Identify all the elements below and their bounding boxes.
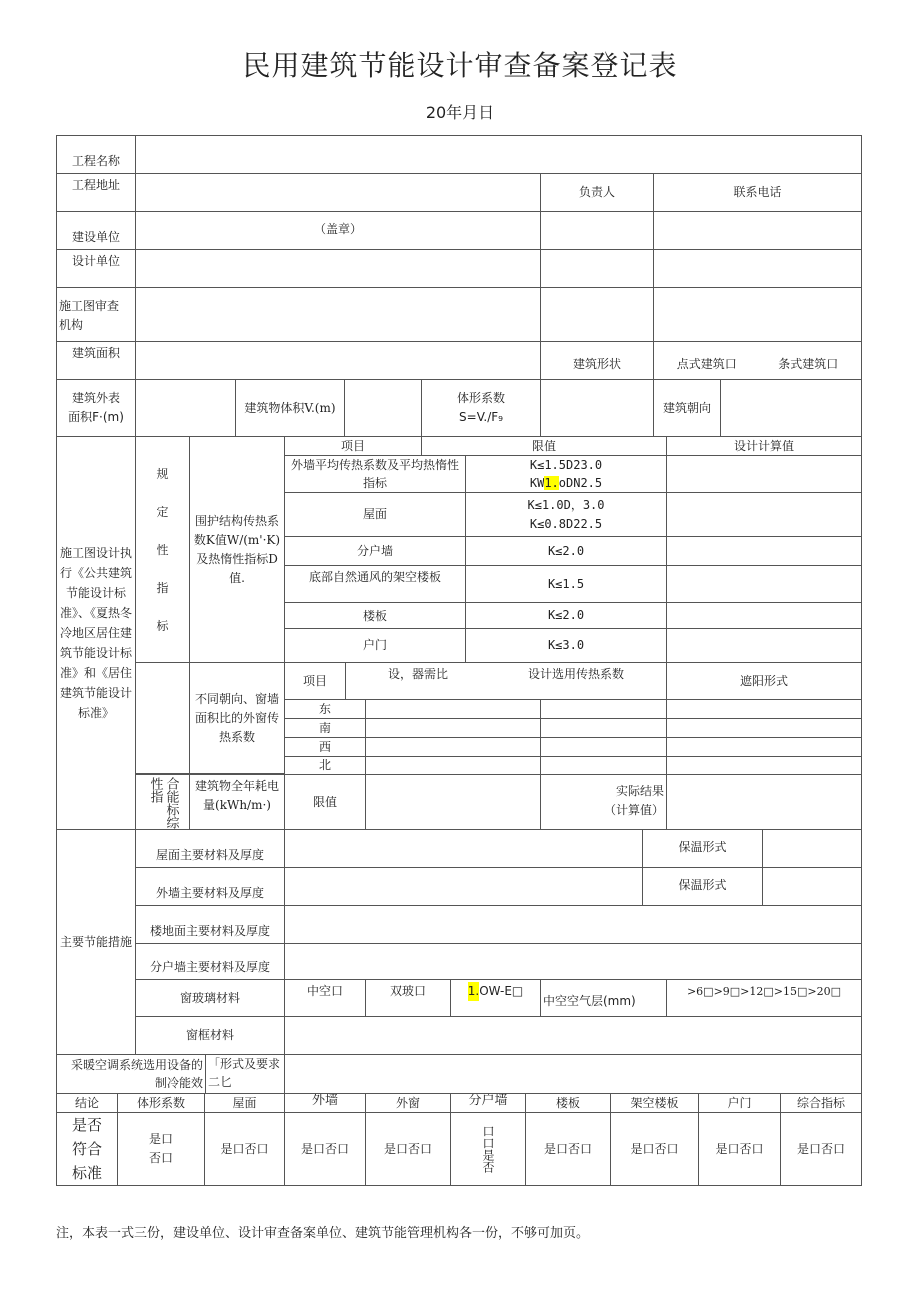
- partition-material-field[interactable]: [284, 943, 862, 980]
- partition-text: 是否: [481, 1149, 495, 1173]
- energy-limit-label: 限值: [284, 774, 366, 830]
- floor-material-label: 楼地面主要材料及厚度: [135, 905, 285, 944]
- roof-material-label: 屋面主要材料及厚度: [135, 829, 285, 868]
- conclusion-header: 楼板: [525, 1093, 611, 1113]
- actual-result-label: [540, 774, 667, 830]
- frame-material-field[interactable]: [284, 1016, 862, 1055]
- floor-material-field[interactable]: [284, 905, 862, 944]
- envelope-label: 围护结构传热系数K值W/(m'·K)及热惰性指标D值.: [189, 436, 285, 663]
- project-name-field[interactable]: [135, 135, 862, 174]
- shape-point-checkbox[interactable]: 点式建筑口: [676, 357, 737, 371]
- conclusion-header: 外墙: [284, 1093, 366, 1113]
- shape-coef-formula: S=V./F₉: [459, 410, 503, 424]
- actual-result-field[interactable]: [666, 774, 862, 830]
- conclusion-header: 体形系数: [117, 1093, 205, 1113]
- north-shade-field[interactable]: [666, 756, 862, 775]
- window-header-coef: 设计选用传热系数: [527, 667, 624, 681]
- footer-note: 注，本表一式三份，建设单位、设计审查备案单位、建筑节能管理机构各一份，不够可加页。: [56, 1226, 590, 1241]
- hvac-label-line1: 采暖空调系统选用设备的: [70, 1058, 203, 1072]
- performance-label-b: 合能标综: [163, 777, 179, 829]
- designer-label: 设计单位: [56, 249, 136, 288]
- west-ratio-field[interactable]: [365, 737, 541, 757]
- shape-coef-label: [421, 379, 541, 437]
- highlighted-text: 1.: [544, 476, 559, 490]
- area-field[interactable]: [135, 341, 541, 380]
- window-coef-label: 不同朝向、窗墙面积比的外窗传热系数: [189, 662, 285, 774]
- wall-material-label: 外墙主要材料及厚度: [135, 867, 285, 906]
- partition-material-label: 分户墙主要材料及厚度: [135, 943, 285, 980]
- limit-line: K≤1.0D，3.0: [527, 497, 605, 512]
- window-header-ratio: 设，器需比: [387, 667, 448, 681]
- envelope-calc-roof[interactable]: [666, 492, 862, 537]
- volume-field[interactable]: [344, 379, 422, 437]
- actual-result-line1: 实际结果: [615, 784, 664, 798]
- window-conclusion-checkbox[interactable]: 是口否口: [365, 1112, 451, 1186]
- project-address-field[interactable]: [135, 173, 541, 212]
- roof-material-field[interactable]: [284, 829, 643, 868]
- envelope-item-door: 户门: [284, 628, 466, 663]
- limit-line: K≤0.8D22.5: [529, 516, 603, 531]
- measures-label: 主要节能措施: [56, 829, 136, 1055]
- south-ratio-field[interactable]: [365, 718, 541, 738]
- partition-boxes: 口口: [481, 1125, 495, 1149]
- south-shade-field[interactable]: [666, 718, 862, 738]
- limit-part: KW: [529, 476, 545, 490]
- review-responsible-field[interactable]: [540, 287, 654, 342]
- hvac-form-label: [205, 1054, 285, 1094]
- conclusion-header: 外窗: [365, 1093, 451, 1113]
- envelope-calc-door[interactable]: [666, 628, 862, 663]
- energy-limit-field[interactable]: [365, 774, 541, 830]
- area-label: 建筑面积: [56, 341, 136, 380]
- wall-conclusion-checkbox[interactable]: 是口否口: [284, 1112, 366, 1186]
- glass-hollow-checkbox[interactable]: 中空口: [284, 979, 366, 1017]
- north-coef-field[interactable]: [540, 756, 667, 775]
- conclusion-header: 综合指标: [780, 1093, 862, 1113]
- window-header-ratio-coef: [345, 662, 667, 700]
- glass-lowe-text: OW-E□: [479, 984, 524, 998]
- envelope-header-calc: 设计计算值: [666, 436, 862, 456]
- performance-label-a: 性指: [147, 777, 163, 803]
- envelope-limit-door: K≤3.0: [465, 628, 667, 663]
- conclusion-header: 架空楼板: [610, 1093, 699, 1113]
- prescriptive-char: 性: [156, 542, 169, 557]
- envelope-item-stilt-floor: 底部自然通风的架空楼板: [284, 565, 466, 603]
- envelope-limit-floor: K≤2.0: [465, 602, 667, 629]
- conclusion-row-label: [56, 1112, 118, 1186]
- performance-label: [135, 774, 190, 830]
- conclusion-header: 屋面: [204, 1093, 285, 1113]
- glass-lowe-checkbox[interactable]: [450, 979, 541, 1017]
- envelope-header-item: 项目: [284, 436, 422, 456]
- prescriptive-char: 规: [156, 466, 169, 481]
- prescriptive-cont: [135, 662, 190, 774]
- east-coef-field[interactable]: [540, 699, 667, 719]
- north-ratio-field[interactable]: [365, 756, 541, 775]
- energy-label: 建筑物全年耗电量(kWh/m·): [189, 774, 285, 830]
- shape-coef-field[interactable]: [540, 379, 654, 437]
- project-address-label: 工程地址: [56, 173, 136, 212]
- shape-strip-checkbox[interactable]: 条式建筑口: [778, 357, 839, 371]
- design-standard-label: 施工图设计执行《公共建筑节能设计标准》、《夏热冬冷地区居住建筑节能设计标准》和《居住建筑节能设计标准》: [56, 436, 136, 830]
- surface-area-label-line1: 建筑外表: [71, 391, 120, 405]
- designer-phone-field[interactable]: [653, 249, 862, 288]
- east-shade-field[interactable]: [666, 699, 862, 719]
- orientation-west: 西: [284, 737, 366, 757]
- wall-material-field[interactable]: [284, 867, 643, 906]
- orientation-east: 东: [284, 699, 366, 719]
- wall-insulation-label: 保温形式: [642, 867, 763, 906]
- envelope-item-floor: 楼板: [284, 602, 466, 629]
- hvac-label: [56, 1054, 206, 1094]
- row-label-line: 是否: [71, 1116, 102, 1134]
- hvac-field[interactable]: [284, 1054, 862, 1094]
- roof-conclusion-checkbox[interactable]: 是口否口: [204, 1112, 285, 1186]
- form-date: 20年月日: [425, 103, 495, 122]
- review-org-label: [56, 287, 136, 342]
- builder-responsible-field[interactable]: [540, 211, 654, 250]
- prescriptive-char: 标: [156, 618, 169, 633]
- row-label-line: 标准: [71, 1164, 102, 1182]
- envelope-calc-stilt-floor[interactable]: [666, 565, 862, 603]
- yes-checkbox[interactable]: 是口: [148, 1132, 173, 1146]
- review-org-label-line2: 机构: [59, 317, 84, 332]
- seal-note: （盖章）: [313, 222, 362, 236]
- builder-label: 建设单位: [56, 211, 136, 250]
- surface-area-label-line2: 面积F·(m): [68, 410, 124, 424]
- conclusion-header: 户门: [698, 1093, 781, 1113]
- prescriptive-label: [135, 436, 190, 663]
- air-layer-options[interactable]: >6□>9□>12□>15□>20□: [666, 979, 862, 1017]
- builder-field[interactable]: [135, 211, 541, 250]
- south-coef-field[interactable]: [540, 718, 667, 738]
- review-org-label-line1: 施工图审查: [59, 298, 120, 313]
- conclusion-header: 分户墙: [450, 1093, 526, 1113]
- limit-line: K≤1.5D23.0: [529, 458, 603, 472]
- glass-double-checkbox[interactable]: 双玻口: [365, 979, 451, 1017]
- wall-insulation-field[interactable]: [762, 867, 862, 906]
- limit-line: [530, 474, 602, 492]
- no-checkbox[interactable]: 否口: [148, 1151, 173, 1165]
- roof-insulation-field[interactable]: [762, 829, 862, 868]
- overall-conclusion-checkbox[interactable]: 是口否口: [780, 1112, 862, 1186]
- orientation-label: 建筑朝向: [653, 379, 721, 437]
- envelope-item-partition: 分户墙: [284, 536, 466, 566]
- hvac-form-line1: 「形式及要求: [208, 1057, 281, 1071]
- envelope-calc-wall[interactable]: [666, 455, 862, 493]
- window-header-shade: 遮阳形式: [666, 662, 862, 700]
- limit-part: oDN2.5: [558, 476, 603, 490]
- frame-material-label: 窗框材料: [135, 1016, 285, 1055]
- volume-label: 建筑物体积V.(m): [235, 379, 345, 437]
- review-phone-field[interactable]: [653, 287, 862, 342]
- hvac-form-line2: 二匕: [208, 1075, 233, 1089]
- envelope-calc-floor[interactable]: [666, 602, 862, 629]
- envelope-header-limit: 限值: [421, 436, 667, 456]
- actual-result-line2: （计算值）: [603, 803, 664, 817]
- shape-coef-title: 体形系数: [456, 391, 505, 405]
- door-conclusion-checkbox[interactable]: 是口否口: [698, 1112, 781, 1186]
- phone-label: 联系电话: [653, 173, 862, 212]
- responsible-label: 负责人: [540, 173, 654, 212]
- envelope-limit-partition: K≤2.0: [465, 536, 667, 566]
- page-title: 民用建筑节能设计审查备案登记表: [242, 49, 678, 82]
- designer-responsible-field[interactable]: [540, 249, 654, 288]
- orientation-field[interactable]: [720, 379, 862, 437]
- envelope-calc-partition[interactable]: [666, 536, 862, 566]
- surface-area-field[interactable]: [135, 379, 236, 437]
- west-shade-field[interactable]: [666, 737, 862, 757]
- hvac-label-line2: 制冷能效: [154, 1076, 203, 1090]
- floor-conclusion-checkbox[interactable]: 是口否口: [525, 1112, 611, 1186]
- envelope-item-wall: 外墙平均传热系数及平均热惰性指标: [284, 455, 466, 493]
- west-coef-field[interactable]: [540, 737, 667, 757]
- orientation-south: 南: [284, 718, 366, 738]
- prescriptive-char: 定: [156, 504, 169, 519]
- envelope-limit-stilt-floor: K≤1.5: [465, 565, 667, 603]
- orientation-north: 北: [284, 756, 366, 775]
- window-header-item: 项目: [284, 662, 346, 700]
- envelope-item-roof: 屋面: [284, 492, 466, 537]
- highlighted-text: 1.: [468, 982, 479, 1001]
- prescriptive-char: 指: [156, 580, 169, 595]
- stilt-floor-conclusion-checkbox[interactable]: 是口否口: [610, 1112, 699, 1186]
- shape-coef-conclusion: [117, 1112, 205, 1186]
- builder-phone-field[interactable]: [653, 211, 862, 250]
- row-label-line: 符合: [71, 1140, 102, 1158]
- shape-options: [653, 341, 862, 380]
- partition-conclusion-checkbox[interactable]: [450, 1112, 526, 1186]
- envelope-limit-wall: [465, 455, 667, 493]
- east-ratio-field[interactable]: [365, 699, 541, 719]
- envelope-limit-roof: [465, 492, 667, 537]
- designer-field[interactable]: [135, 249, 541, 288]
- air-layer-label: 中空空气层(mm): [540, 979, 667, 1017]
- review-org-field[interactable]: [135, 287, 541, 342]
- shape-label: 建筑形状: [540, 341, 654, 380]
- glass-material-label: 窗玻璃材料: [135, 979, 285, 1017]
- roof-insulation-label: 保温形式: [642, 829, 763, 868]
- conclusion-header: 结论: [56, 1093, 118, 1113]
- surface-area-label: [56, 379, 136, 437]
- project-name-label: 工程名称: [56, 135, 136, 174]
